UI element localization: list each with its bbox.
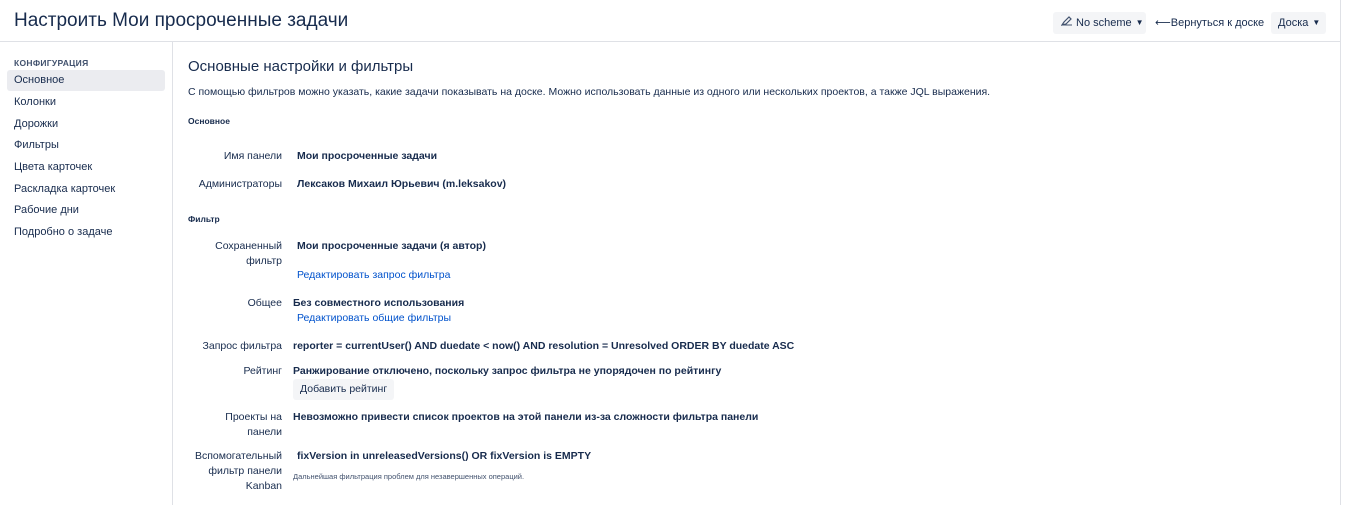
- board-projects-label: Проекты на панели: [225, 411, 282, 438]
- sidebar-item-filters[interactable]: Фильтры: [14, 139, 59, 151]
- scheme-icon: [1061, 12, 1073, 34]
- back-arrow-icon: ⟵: [1155, 17, 1171, 29]
- scheme-dropdown-button[interactable]: [1053, 12, 1146, 34]
- saved-filter-label: Сохраненный фильтр: [215, 240, 282, 267]
- section-description: С помощью фильтров можно указать, какие задачи показывать на доске. Можно использовать данные из одного или нескольких проектов, а также JQL выражения.: [188, 86, 991, 98]
- sidebar-item-issue-detail[interactable]: Подробно о задаче: [14, 226, 113, 238]
- ranking-label: Рейтинг: [243, 365, 282, 377]
- board-name-label: Имя панели: [223, 150, 282, 162]
- ranking-value: Ранжирование отключено, поскольку запрос фильтра не упорядочен по рейтингу: [293, 365, 722, 377]
- page-title: Настроить Мои просроченные задачи: [14, 10, 349, 31]
- section-title: Основные настройки и фильтры: [188, 58, 414, 75]
- sidebar-heading: КОНФИГУРАЦИЯ: [14, 58, 89, 68]
- sidebar-item-swimlanes[interactable]: Дорожки: [14, 118, 59, 130]
- board-dropdown-button[interactable]: [1271, 12, 1326, 34]
- board-name-value[interactable]: Мои просроченные задачи: [297, 150, 438, 162]
- admins-value[interactable]: Лексаков Михаил Юрьевич (m.leksakov): [297, 178, 507, 190]
- chevron-down-icon: ▼: [1312, 18, 1321, 27]
- kanban-subfilter-label: Вспомогательный фильтр панели Kanban: [194, 450, 282, 492]
- edit-filter-query-link[interactable]: Редактировать запрос фильтра: [297, 269, 451, 281]
- page-edge-divider: [1340, 0, 1341, 505]
- sidebar-item-columns[interactable]: Колонки: [14, 96, 56, 108]
- scheme-label: No scheme: [1076, 17, 1132, 29]
- general-heading: Основное: [188, 116, 230, 126]
- kanban-subfilter-hint: Дальнейшая фильтрация проблем для незавершенных операций.: [293, 472, 525, 481]
- chevron-down-icon: ▼: [1135, 18, 1144, 27]
- sidebar-item-working-days[interactable]: Рабочие дни: [14, 204, 79, 216]
- sharing-value: Без совместного использования: [293, 297, 465, 309]
- sidebar-item-card-colors[interactable]: Цвета карточек: [14, 161, 93, 173]
- back-label: Вернуться к доске: [1170, 17, 1265, 29]
- kanban-subfilter-value[interactable]: fixVersion in unreleasedVersions() OR fixVersion is EMPTY: [297, 450, 592, 462]
- board-label: Доска: [1278, 17, 1309, 29]
- add-ranking-button[interactable]: Добавить рейтинг: [293, 379, 394, 400]
- saved-filter-value: Мои просроченные задачи (я автор): [297, 240, 486, 252]
- board-projects-value: Невозможно привести список проектов на этой панели из-за сложности фильтра панели: [293, 411, 759, 423]
- admins-label: Администраторы: [198, 178, 282, 190]
- sidebar-item-card-layout[interactable]: Раскладка карточек: [14, 183, 116, 195]
- main-content: [188, 42, 1328, 505]
- back-to-board-button[interactable]: [1153, 12, 1264, 34]
- edit-sharing-link[interactable]: Редактировать общие фильтры: [297, 312, 452, 324]
- sharing-label: Общее: [247, 297, 282, 309]
- filter-heading: Фильтр: [188, 214, 220, 224]
- page-header: [0, 0, 1341, 42]
- sidebar: [0, 42, 173, 505]
- filter-query-label: Запрос фильтра: [202, 340, 282, 352]
- filter-query-value: reporter = currentUser() AND duedate < now() AND resolution = Unresolved ORDER BY duedate ASC: [293, 340, 795, 352]
- sidebar-item-general[interactable]: Основное: [7, 70, 165, 91]
